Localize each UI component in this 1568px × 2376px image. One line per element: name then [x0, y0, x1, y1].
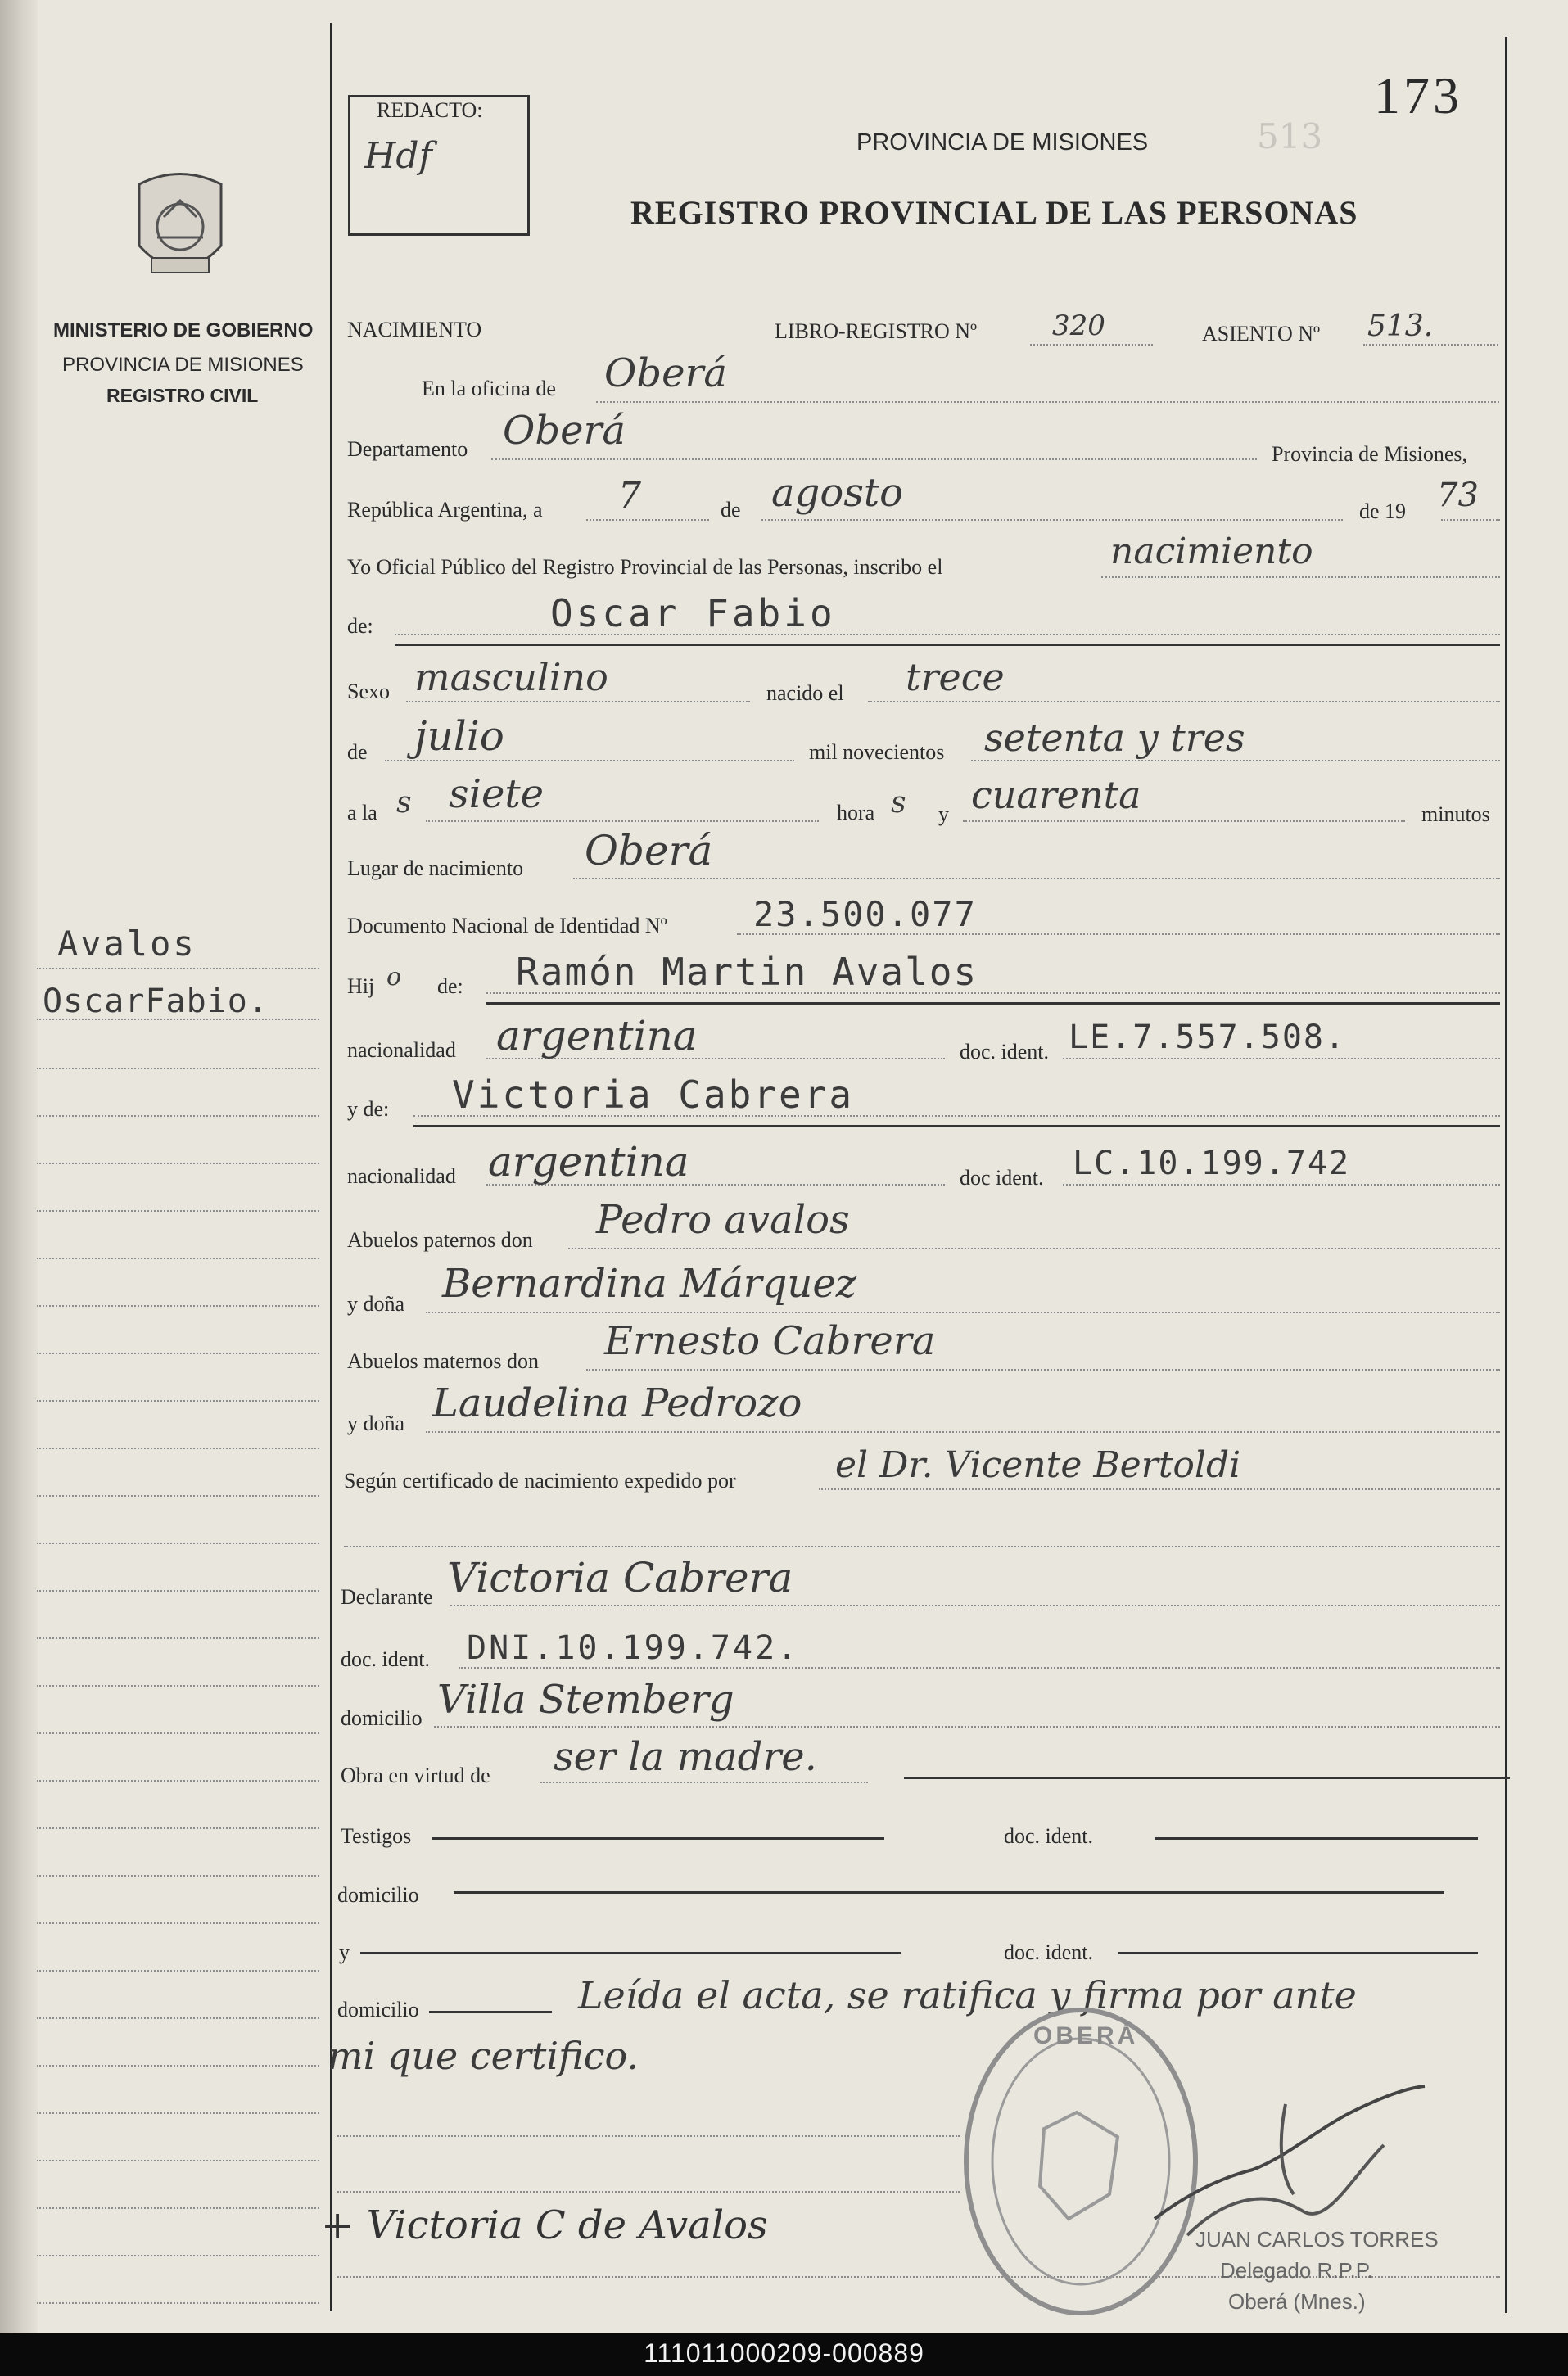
- dotted-line: [426, 1431, 1500, 1433]
- margin-line: [37, 1780, 319, 1782]
- margin-line: [37, 1305, 319, 1307]
- underline: [429, 2011, 552, 2013]
- dotted-line: [761, 519, 1343, 521]
- lugar-value: Oberá: [585, 827, 713, 874]
- dotted-line: [868, 701, 1500, 702]
- margin-line: [37, 1495, 319, 1497]
- dotted-line: [568, 1248, 1500, 1249]
- page-number: 173: [1374, 66, 1462, 124]
- oficina-value: Oberá: [604, 350, 728, 396]
- margin-surname: Avalos: [57, 924, 197, 964]
- minutes-value: cuarenta: [971, 773, 1141, 817]
- act-type-label: NACIMIENTO: [347, 318, 482, 341]
- margin-line: [37, 1068, 319, 1069]
- dotted-line: [491, 458, 1257, 460]
- underline: [904, 1777, 1510, 1779]
- margin-line: [37, 2302, 319, 2304]
- margin-line: [37, 968, 319, 969]
- margin-line: [37, 2017, 319, 2019]
- dotted-line: [540, 1782, 868, 1783]
- dotted-line: [426, 820, 819, 822]
- domicilio-value: Villa Stemberg: [437, 1677, 734, 1723]
- declarante-value: Victoria Cabrera: [447, 1554, 793, 1601]
- margin-line: [37, 1353, 319, 1354]
- dotted-line: [1441, 519, 1500, 521]
- official-title: Delegado R.P.P.: [1220, 2258, 1373, 2283]
- margin-line: [37, 1922, 319, 1924]
- hijo-suffix: o: [386, 963, 402, 992]
- stray-number: 513: [1257, 116, 1323, 156]
- underline: [432, 1837, 884, 1840]
- birth-year-value: setenta y tres: [984, 716, 1245, 760]
- testigos-label: Testigos: [341, 1824, 412, 1848]
- declarante-doc-value: DNI.10.199.742.: [467, 1629, 800, 1667]
- image-code: 111011000209-000889: [644, 2338, 924, 2368]
- margin-line: [37, 2255, 319, 2256]
- certificado-value: el Dr. Vicente Bertoldi: [835, 1444, 1241, 1486]
- abuela-materna-value: Laudelina Pedrozo: [432, 1380, 802, 1426]
- day-value: 7: [618, 475, 641, 517]
- dotted-line: [426, 1312, 1500, 1313]
- dotted-line: [586, 519, 709, 521]
- dotted-line: [1030, 344, 1153, 346]
- domicilio-label: domicilio: [341, 1706, 423, 1730]
- margin-line: [37, 2207, 319, 2209]
- closing-line-1: Leída el acta, se ratifica y firma por ante: [578, 1973, 1357, 2017]
- father-nationality: argentina: [496, 1012, 698, 1059]
- birth-month-value: julio: [414, 712, 504, 760]
- declarante-label: Declarante: [341, 1585, 433, 1609]
- oficial-label: Yo Oficial Público del Registro Provincial de las Personas, inscribo el: [347, 555, 943, 579]
- de-label: de: [721, 498, 741, 522]
- margin-line: [37, 2160, 319, 2161]
- redacto-label: REDACTO:: [377, 98, 483, 122]
- registry-title: REGISTRO PROVINCIAL DE LAS PERSONAS: [630, 194, 1358, 231]
- closing-line-2: mi que certifico.: [328, 2034, 639, 2078]
- book-binding: [0, 0, 38, 2333]
- nacionalidad-label-2: nacionalidad: [347, 1164, 456, 1188]
- horas-label: hora: [837, 801, 875, 824]
- dni-value: 23.500.077: [753, 894, 977, 934]
- sexo-value: masculino: [414, 655, 608, 699]
- margin-line: [37, 1210, 319, 1212]
- margin-line: [37, 1448, 319, 1449]
- y-dona-label: y doña: [347, 1292, 405, 1316]
- a-la-suffix: s: [396, 786, 412, 820]
- dotted-line: [459, 1667, 1500, 1669]
- doc-ident-label: doc. ident.: [960, 1040, 1050, 1064]
- dotted-line: [406, 701, 750, 702]
- dotted-line: [385, 760, 794, 761]
- dotted-line: [1101, 576, 1500, 578]
- testigo2-domicilio-label: domicilio: [337, 1998, 419, 2021]
- abuelo-materno-value: Ernesto Cabrera: [604, 1318, 936, 1364]
- dotted-line: [596, 401, 1499, 403]
- abuela-paterna-value: Bernardina Márquez: [442, 1261, 857, 1307]
- dotted-line: [586, 1369, 1500, 1371]
- y-testigo-label: y: [339, 1940, 350, 1964]
- asiento-value: 513.: [1367, 309, 1434, 343]
- dotted-line: [344, 1546, 1500, 1547]
- y-de-label: y de:: [347, 1097, 390, 1121]
- underline: [486, 1002, 1500, 1005]
- minutos-label: minutos: [1421, 802, 1490, 826]
- margin-line: [37, 1637, 319, 1639]
- dotted-line: [434, 1726, 1500, 1728]
- horas-suffix: s: [891, 786, 906, 820]
- certificado-label: Según certificado de nacimiento expedido por: [344, 1469, 736, 1493]
- margin-line: [37, 1163, 319, 1164]
- dni-label: Documento Nacional de Identidad Nº: [347, 914, 667, 937]
- name-value: Oscar Fabio: [550, 591, 836, 635]
- right-margin-rule: [1505, 37, 1507, 2313]
- redacto-initials: Hdf: [364, 135, 432, 177]
- margin-line: [37, 1400, 319, 1402]
- asiento-label: ASIENTO Nº: [1202, 322, 1321, 346]
- underline: [454, 1891, 1444, 1894]
- departamento-label: Departamento: [347, 437, 468, 461]
- declarante-doc-label: doc. ident.: [341, 1647, 431, 1671]
- hour-value: siete: [449, 771, 545, 817]
- a-la-label: a la: [347, 801, 377, 824]
- margin-line: [37, 1827, 319, 1829]
- obra-label: Obra en virtud de: [341, 1764, 490, 1787]
- margin-line: [37, 1543, 319, 1544]
- de-month-label: de: [347, 740, 368, 764]
- abuelos-paternos-label: Abuelos paternos don: [347, 1228, 533, 1252]
- testigo2-doc-label: doc. ident.: [1004, 1940, 1094, 1964]
- underline: [1155, 1837, 1478, 1840]
- dotted-line: [337, 2135, 960, 2137]
- mother-value: Victoria Cabrera: [452, 1073, 855, 1117]
- oficina-label: En la oficina de: [422, 377, 556, 400]
- margin-line: [37, 2065, 319, 2067]
- obra-value: ser la madre.: [554, 1734, 817, 1780]
- dotted-line: [337, 2191, 960, 2193]
- sexo-label: Sexo: [347, 680, 390, 703]
- sidebar-civil-registry: REGISTRO CIVIL: [106, 385, 259, 406]
- abuelos-maternos-label: Abuelos maternos don: [347, 1349, 539, 1373]
- testigo-doc-label: doc. ident.: [1004, 1824, 1094, 1848]
- de-colon-label: de:: [347, 614, 373, 638]
- margin-line: [37, 1019, 319, 1020]
- margin-line: [37, 1115, 319, 1117]
- declarant-signature: + Victoria C de Avalos: [321, 2202, 768, 2248]
- dotted-line: [1063, 1184, 1500, 1186]
- margin-line: [37, 1258, 319, 1259]
- doc-ident-label-2: doc ident.: [960, 1166, 1044, 1190]
- header-province: PROVINCIA DE MISIONES: [856, 129, 1149, 156]
- hijo-de-label: de:: [437, 974, 463, 998]
- margin-line: [37, 1732, 319, 1734]
- nacionalidad-label: nacionalidad: [347, 1038, 456, 1062]
- y-label: y: [938, 802, 949, 826]
- provincial-seal-icon: [123, 168, 237, 299]
- sidebar-ministry: MINISTERIO DE GOBIERNO: [53, 319, 314, 341]
- underline: [395, 644, 1500, 646]
- margin-given-names: OscarFabio.: [43, 982, 269, 1020]
- father-value: Ramón Martin Avalos: [516, 950, 978, 994]
- dotted-line: [573, 878, 1500, 879]
- abuelo-paterno-value: Pedro avalos: [596, 1197, 850, 1243]
- testigo-domicilio-label: domicilio: [337, 1883, 419, 1907]
- republica-label: República Argentina, a: [347, 498, 543, 522]
- novecientos-label: mil novecientos: [809, 740, 945, 764]
- margin-line: [37, 1590, 319, 1592]
- sidebar-province: PROVINCIA DE MISIONES: [62, 354, 304, 376]
- y-dona-label-2: y doña: [347, 1412, 405, 1435]
- underline: [360, 1952, 901, 1954]
- official-name: JUAN CARLOS TORRES: [1195, 2227, 1439, 2252]
- month-value: agosto: [771, 470, 904, 516]
- underline: [1118, 1952, 1478, 1954]
- nacido-label: nacido el: [766, 681, 844, 705]
- hijo-label: Hij: [347, 974, 375, 998]
- year-prefix: de 19: [1359, 499, 1407, 523]
- nacido-value: trece: [906, 655, 1005, 699]
- dotted-line: [1363, 344, 1498, 346]
- mother-nationality: argentina: [488, 1138, 689, 1186]
- year-value: 73: [1437, 477, 1479, 514]
- dotted-line: [971, 760, 1500, 761]
- lugar-label: Lugar de nacimiento: [347, 856, 524, 880]
- provincia-label: Provincia de Misiones,: [1272, 442, 1468, 466]
- dotted-line: [450, 1605, 1500, 1606]
- dotted-line: [819, 1488, 1500, 1490]
- left-margin-rule: [330, 23, 332, 2311]
- inscribo-value: nacimiento: [1110, 531, 1313, 572]
- margin-line: [37, 1875, 319, 1877]
- margin-line: [37, 1970, 319, 1972]
- stamp-top-text: OBERÁ: [1033, 2022, 1139, 2049]
- mother-doc: LC.10.199.742: [1073, 1145, 1351, 1182]
- underline: [413, 1125, 1500, 1127]
- margin-line: [37, 2112, 319, 2114]
- libro-label: LIBRO-REGISTRO Nº: [775, 319, 978, 343]
- margin-line: [37, 1685, 319, 1687]
- official-place: Oberá (Mnes.): [1228, 2289, 1366, 2314]
- father-doc: LE.7.557.508.: [1069, 1019, 1347, 1056]
- libro-value: 320: [1052, 309, 1105, 342]
- dotted-line: [963, 820, 1405, 822]
- dotted-line: [1063, 1058, 1500, 1059]
- departamento-value: Oberá: [503, 408, 626, 454]
